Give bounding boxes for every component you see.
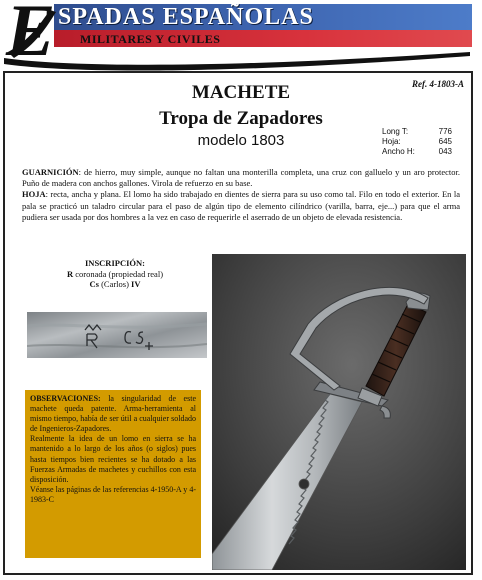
- inscription-mark-image: [27, 312, 207, 358]
- dimension-value: 043: [438, 147, 452, 156]
- machete-photo: [212, 254, 466, 570]
- inscription-r: R: [66, 268, 74, 279]
- dimension-label: Long T:: [382, 127, 409, 136]
- hoja-text: : recta, ancha y plana. El lomo ha sido trabajado en dientes de sierra para su uso como tal. Filo en todo el exterior. En la pala se practicó un taladro circular para el paso de algún tipo de elemento cilíndrico (varilla, barra, eje...) para que el arma pudiera ser usada por dos hombres a la vez en caso de requerirle el aserrado de un objeto de elevada resistencia.: [22, 189, 460, 222]
- observations-text-3: Véanse las páginas de las referencias 4-1950-A y 4-1983-C: [30, 484, 196, 504]
- guarnicion-label: GUARNICIÓN: [22, 167, 79, 177]
- inscription-iv: IV: [131, 279, 141, 289]
- brand-subtitle: MILITARES Y CIVILES: [80, 32, 221, 46]
- inscription-block: [30, 258, 200, 290]
- inscription-line2: (Carlos): [98, 279, 132, 289]
- dimension-row: [382, 137, 452, 147]
- inscription-line1: coronada (propiedad real): [73, 268, 164, 279]
- brand-initial: E: [6, 0, 54, 72]
- observations-label: OBSERVACIONES:: [30, 394, 101, 403]
- guarnicion-text: : de hierro, muy simple, aunque no faltan una monterilla completa, una cruz con galluelo y un aro protector. Puño de madera con anchos gallones. Virola de refuerzo en su base.: [22, 167, 460, 189]
- dimension-value: 645: [438, 137, 452, 146]
- dimension-label: Hoja:: [382, 137, 401, 146]
- dimensions-table: [382, 127, 452, 157]
- page-title: MACHETE: [191, 82, 291, 103]
- page-subtitle: Tropa de Zapadores: [159, 108, 323, 129]
- hoja-label: HOJA: [22, 189, 46, 200]
- observations-text-1: la singularidad de este machete queda patente. Arma-herramienta al mismo tiempo, había de ser útil a cualquier soldado de Ingenieros-Zapadores.: [30, 394, 196, 434]
- reference-code: Ref. 4-1803-A: [412, 79, 464, 89]
- inscription-cs: Cs: [89, 279, 99, 289]
- brand-title: SPADAS ESPAÑOLAS: [58, 4, 314, 30]
- observations-text-2: Realmente la idea de un lomo en sierra se ha mantenido a lo largo de los años (o siglos) pues hasta tiempos bien recientes se ha dotado a las Fuerzas Armadas de machetes y cuchillos con esta disposición.: [30, 434, 196, 484]
- observations-box: [25, 390, 201, 558]
- description-text: [22, 167, 460, 223]
- header-banner: [0, 0, 482, 82]
- model-label: modelo 1803: [197, 132, 285, 149]
- inscription-heading: INSCRIPCIÓN:: [85, 258, 145, 268]
- dimension-value: 776: [438, 127, 452, 136]
- dimension-row: [382, 147, 452, 157]
- dimension-row: [382, 127, 452, 137]
- dimension-label: Ancho H:: [382, 147, 415, 156]
